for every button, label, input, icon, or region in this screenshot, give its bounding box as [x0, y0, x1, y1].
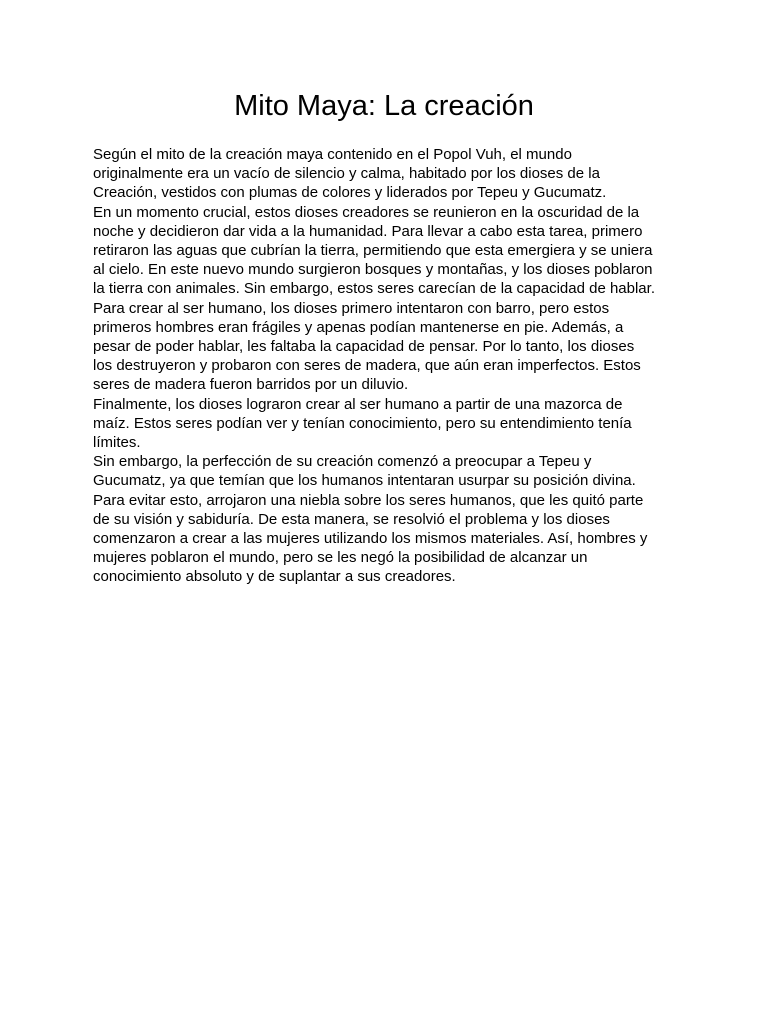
text-line: seres de madera fueron barridos por un diluvio. [93, 376, 409, 394]
text-line: primeros hombres eran frágiles y apenas podían mantenerse en pie. Además, a [93, 318, 624, 336]
text-line: al cielo. En este nuevo mundo surgieron bosques y montañas, y los dioses poblaron [93, 261, 653, 279]
text-line: Sin embargo, la perfección de su creación comenzó a preocupar a Tepeu y [93, 453, 592, 471]
text-line: comenzaron a crear a las mujeres utilizando los mismos materiales. Así, hombres y [93, 530, 648, 548]
text-line: maíz. Estos seres podían ver y tenían conocimiento, pero su entendimiento tenía [93, 414, 632, 432]
text-line: retiraron las aguas que cubrían la tierra, permitiendo que esta emergiera y se uniera [93, 242, 653, 260]
text-line: originalmente era un vacío de silencio y calma, habitado por los dioses de la [93, 165, 600, 183]
text-line: la tierra con animales. Sin embargo, estos seres carecían de la capacidad de hablar. [93, 280, 655, 298]
text-line: Finalmente, los dioses lograron crear al ser humano a partir de una mazorca de [93, 395, 623, 413]
document-title: Mito Maya: La creación [234, 90, 534, 122]
text-line: límites. [93, 434, 141, 452]
document-body [93, 145, 693, 587]
text-line: Gucumatz, ya que temían que los humanos intentaran usurpar su posición divina. [93, 472, 636, 490]
text-line: Para crear al ser humano, los dioses primero intentaron con barro, pero estos [93, 299, 610, 317]
text-line: los destruyeron y probaron con seres de madera, que aún eran imperfectos. Estos [93, 357, 641, 375]
text-line: Según el mito de la creación maya contenido en el Popol Vuh, el mundo [93, 146, 572, 163]
text-line: En un momento crucial, estos dioses creadores se reunieron en la oscuridad de la [93, 203, 640, 221]
text-line: Creación, vestidos con plumas de colores y liderados por Tepeu y Gucumatz. [93, 184, 607, 202]
text-line: mujeres poblaron el mundo, pero se les negó la posibilidad de alcanzar un [93, 549, 588, 567]
text-line: Para evitar esto, arrojaron una niebla sobre los seres humanos, que les quitó parte [93, 491, 644, 509]
text-line: pesar de poder hablar, les faltaba la capacidad de pensar. Por lo tanto, los dioses [93, 338, 635, 356]
text-line: noche y decidieron dar vida a la humanidad. Para llevar a cabo esta tarea, primero [93, 222, 643, 240]
text-line: de su visión y sabiduría. De esta manera, se resolvió el problema y los dioses [93, 510, 610, 528]
text-line: conocimiento absoluto y de suplantar a sus creadores. [93, 568, 456, 586]
